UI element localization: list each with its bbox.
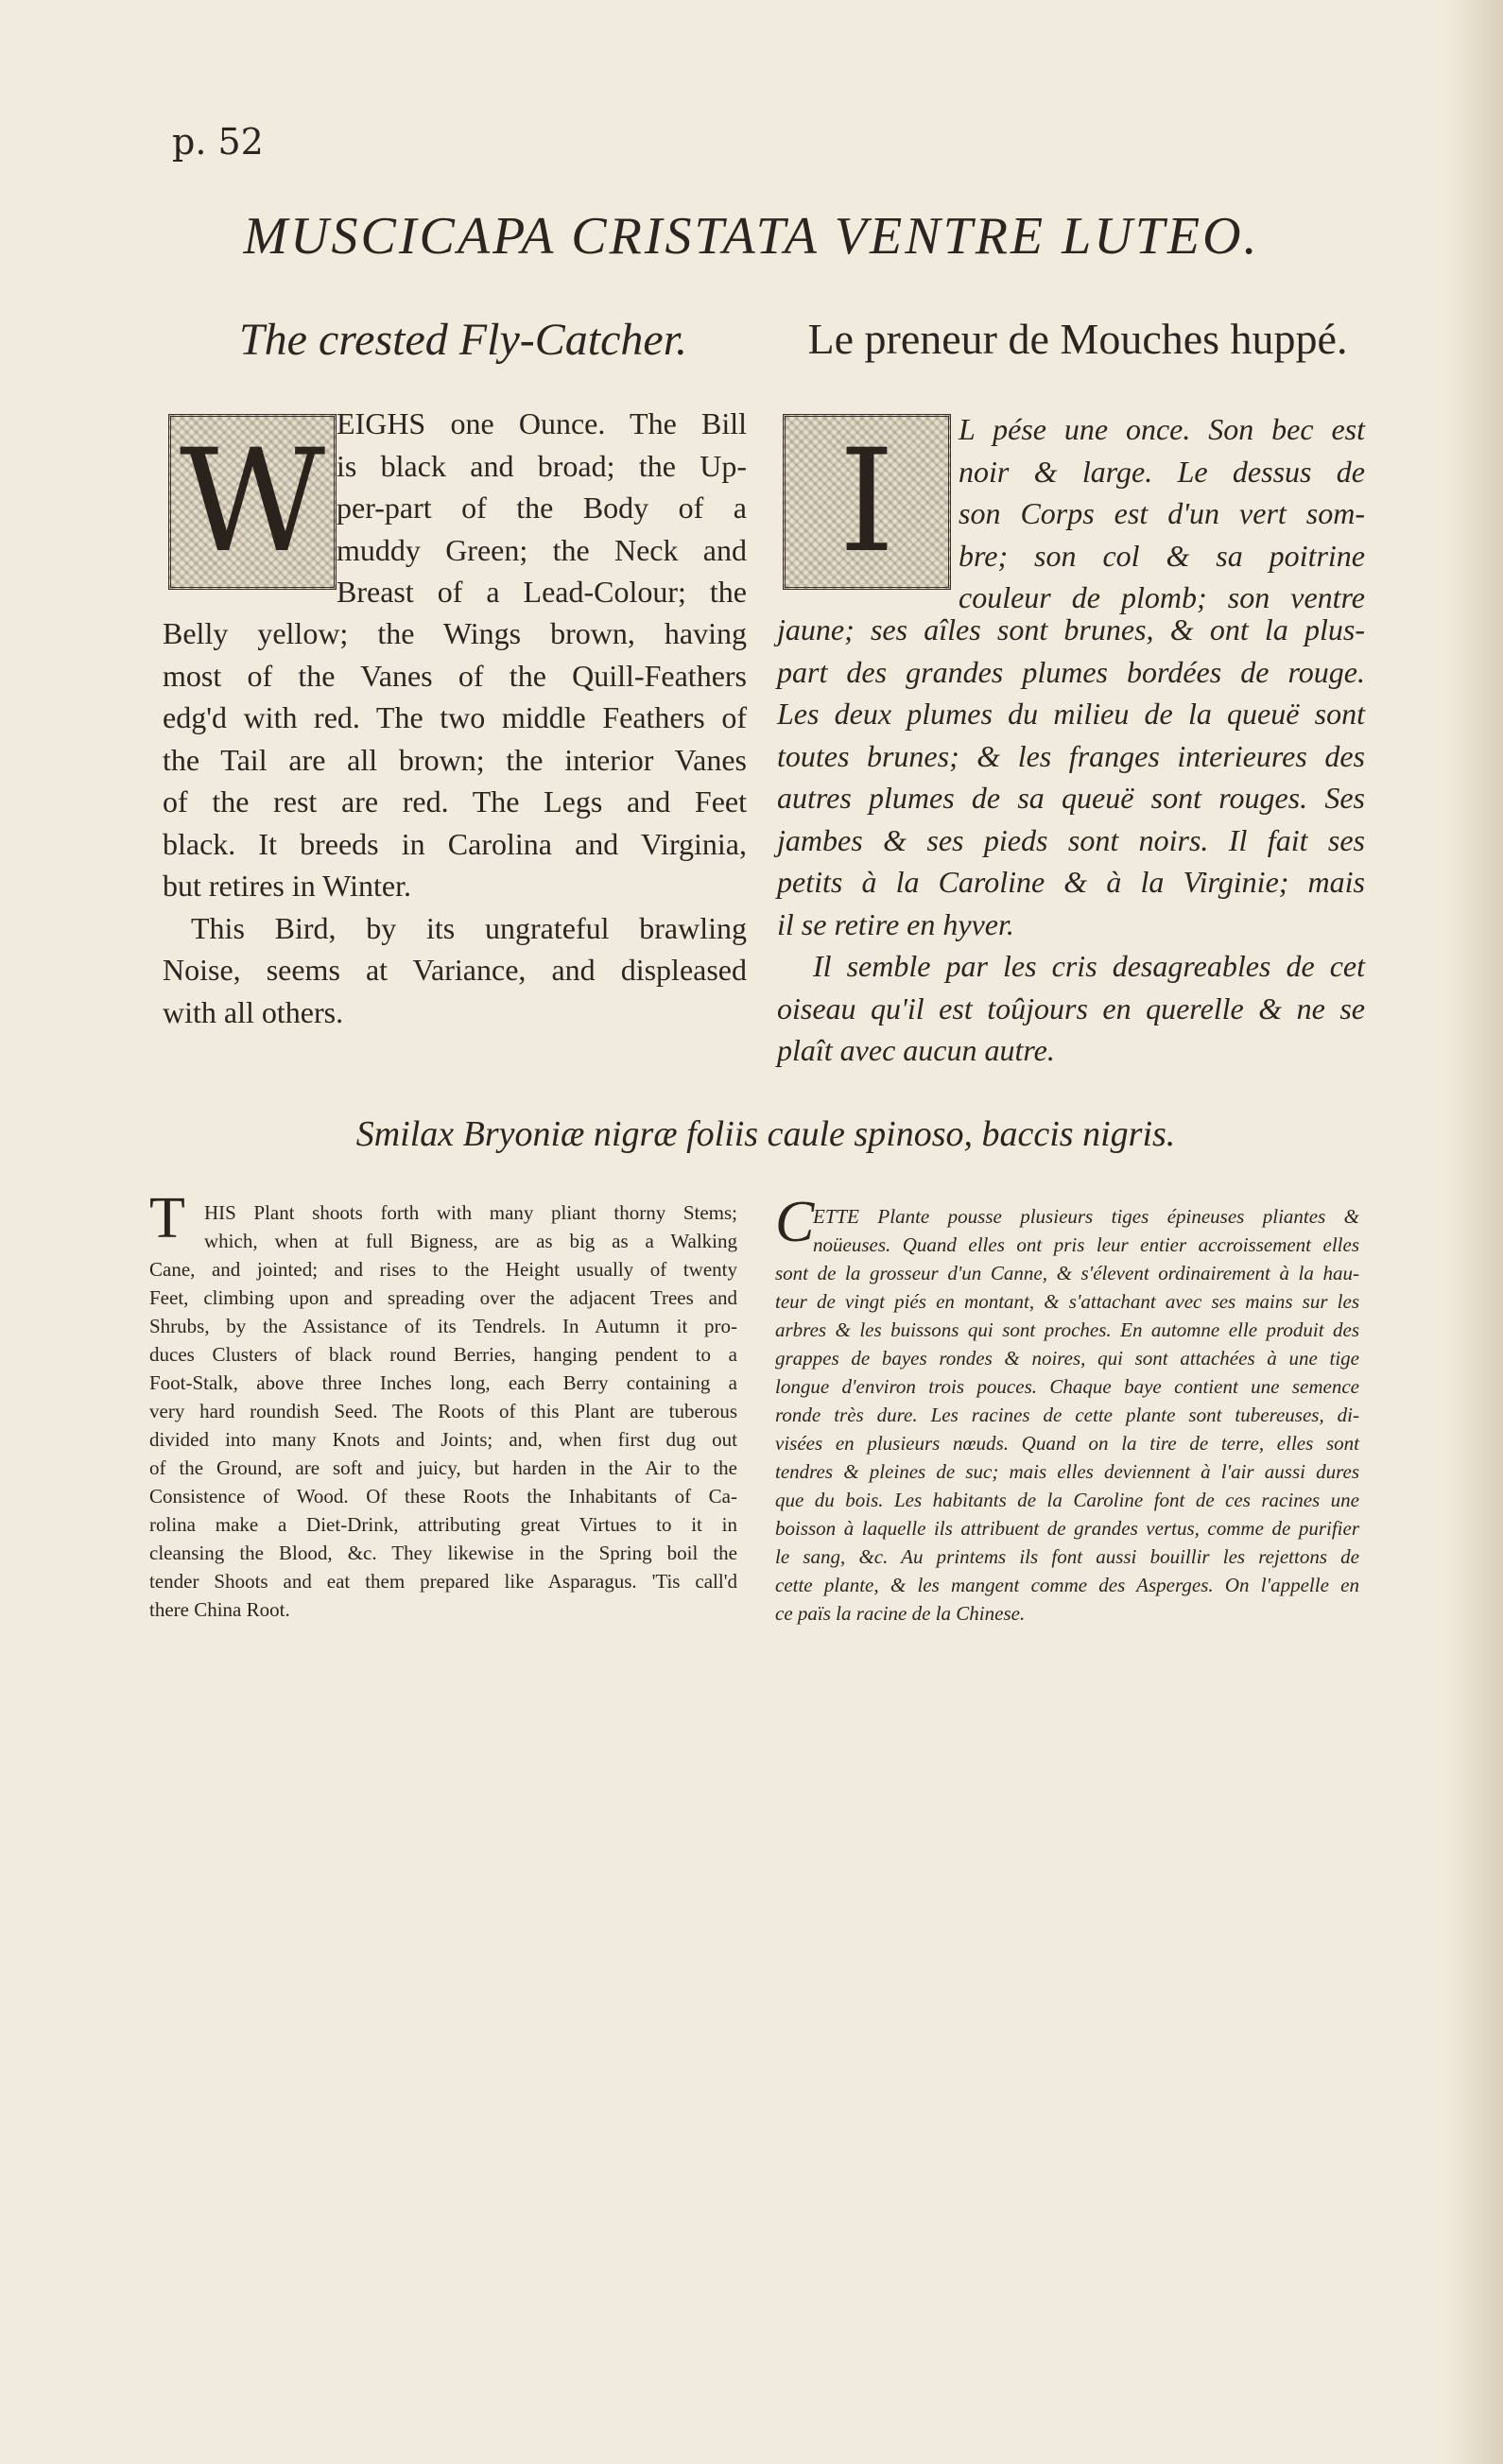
plant-english-text — [149, 1198, 737, 1624]
page-edge-shadow — [1446, 0, 1503, 2464]
text-line: longue d'environ trois pouces. Chaque baye contient une semence — [775, 1375, 1359, 1398]
french-heading: Le preneur de Mouches huppé. — [807, 315, 1348, 363]
text-line: very hard roundish Seed. The Roots of this Plant are tuberous — [149, 1400, 737, 1422]
page-number: p. 52 — [172, 121, 264, 163]
text-line: Shrubs, by the Assistance of its Tendrels. In Autumn it pro- — [149, 1315, 737, 1337]
french-body-lines — [777, 609, 1365, 1072]
text-line: rolina make a Diet-Drink, attributing great Virtues to it in — [149, 1513, 737, 1536]
text-line: of the Ground, are soft and juicy, but harden in the Air to the — [149, 1456, 737, 1479]
text-line: sont de la grosseur d'un Canne, & s'élevent ordinairement à la hau- — [775, 1262, 1359, 1284]
plant-french-text — [775, 1202, 1359, 1628]
text-line: Les deux plumes du milieu de la queuë sont — [777, 697, 1365, 731]
english-drop-cap — [168, 414, 337, 590]
text-line: edg'd with red. The two middle Feathers of — [163, 700, 747, 734]
text-line: most of the Vanes of the Quill-Feathers — [163, 658, 747, 693]
text-line: duces Clusters of black round Berries, hanging pendent to a — [149, 1343, 737, 1366]
text-line: petits à la Caroline & à la Virginie; mais — [777, 865, 1365, 899]
plant-english-initial: T — [149, 1186, 185, 1250]
text-line: plaît avec aucun autre. — [777, 1033, 1055, 1067]
text-line: toutes brunes; & les franges interieures des — [777, 738, 1365, 773]
text-line: ce païs la racine de la Chinese. — [775, 1602, 1026, 1625]
english-body-lines — [163, 612, 747, 1033]
text-line: of the rest are red. The Legs and Feet — [163, 784, 747, 818]
text-line: HIS Plant shoots forth with many pliant thorny Stems; — [204, 1201, 737, 1224]
french-drop-cap — [783, 414, 951, 590]
text-line: Breast of a Lead-Colour; the — [337, 575, 747, 609]
text-line: This Bird, by its ungrateful brawling — [191, 910, 747, 945]
french-drop-cap-letter: I — [838, 420, 895, 584]
french-intro-lines — [959, 408, 1365, 619]
text-line: arbres & les buissons qui sont proches. En automne elle produit des — [775, 1318, 1359, 1341]
text-line: L pése une once. Son bec est — [959, 412, 1365, 446]
text-line: is black and broad; the Up- — [337, 448, 747, 483]
text-line: tender Shoots and eat them prepared like Asparagus. 'Tis call'd — [149, 1570, 737, 1593]
text-line: there China Root. — [149, 1598, 290, 1621]
text-line: noüeuses. Quand elles ont pris leur entier accroissement elles — [813, 1233, 1359, 1256]
main-title: MUSCICAPA CRISTATA VENTRE LUTEO. — [243, 207, 1260, 266]
text-line: Belly yellow; the Wings brown, having — [163, 616, 747, 650]
text-line: Il semble par les cris desagreables de cet — [813, 949, 1365, 983]
text-line: Foot-Stalk, above three Inches long, each Berry containing a — [149, 1371, 737, 1394]
text-line: the Tail are all brown; the interior Vanes — [163, 742, 747, 777]
text-line: divided into many Knots and Joints; and, when first dug out — [149, 1428, 737, 1451]
text-line: Noise, seems at Variance, and displeased — [163, 953, 747, 987]
text-line: jaune; ses aîles sont brunes, & ont la plus- — [777, 612, 1365, 646]
text-line: Feet, climbing upon and spreading over the adjacent Trees and — [149, 1286, 737, 1309]
text-line: with all others. — [163, 994, 344, 1029]
plant-french-initial: C — [775, 1190, 815, 1254]
text-line: teur de vingt piés en montant, & s'attachant avec ses mains sur les — [775, 1290, 1359, 1313]
text-line: Cane, and jointed; and rises to the Height usually of twenty — [149, 1258, 737, 1281]
text-line: le sang, &c. Au printems ils font aussi bouillir les rejettons de — [775, 1545, 1359, 1568]
plant-title: Smilax Bryoniæ nigræ foliis caule spinoso, baccis nigris. — [355, 1114, 1176, 1154]
text-line: part des grandes plumes bordées de rouge. — [777, 654, 1365, 689]
english-intro-lines — [337, 403, 747, 613]
text-line: tendres & pleines de suc; mais elles deviennent à l'air aussi dures — [775, 1460, 1359, 1483]
english-drop-cap-letter: W — [179, 420, 326, 584]
text-line: cleansing the Blood, &c. They likewise in the Spring boil the — [149, 1542, 737, 1564]
text-line: which, when at full Bigness, are as big as a Walking — [204, 1230, 737, 1252]
text-line: son Corps est d'un vert som- — [959, 496, 1365, 530]
text-line: EIGHS one Ounce. The Bill — [337, 406, 747, 440]
text-line: autres plumes de sa queuë sont rouges. Ses — [777, 781, 1365, 815]
text-line: boisson à laquelle ils attribuent de grandes vertus, comme de purifier — [775, 1517, 1359, 1540]
text-line: ronde très dure. Les racines de cette plante sont tubereuses, di- — [775, 1404, 1359, 1426]
text-line: cette plante, & les mangent comme des Asperges. On l'appelle en — [775, 1574, 1359, 1596]
text-line: il se retire en hyver. — [777, 906, 1014, 941]
text-line: per-part of the Body of a — [337, 491, 747, 525]
text-line: oiseau qu'il est toûjours en querelle & ne se — [777, 991, 1365, 1025]
english-heading: The crested Fly-Catcher. — [238, 315, 688, 365]
text-line: que du bois. Les habitants de la Caroline font de ces racines une — [775, 1489, 1359, 1511]
text-line: bre; son col & sa poitrine — [959, 538, 1365, 573]
text-line: couleur de plomb; son ventre — [959, 580, 1365, 614]
text-line: black. It breeds in Carolina and Virginia, — [163, 826, 747, 861]
text-line: muddy Green; the Neck and — [337, 532, 747, 567]
text-line: Consistence of Wood. Of these Roots the Inhabitants of Ca- — [149, 1485, 737, 1508]
text-line: ETTE Plante pousse plusieurs tiges épineuses pliantes & — [813, 1205, 1359, 1228]
text-line: but retires in Winter. — [163, 869, 411, 903]
text-line: jambes & ses pieds sont noirs. Il fait ses — [777, 822, 1365, 857]
text-line: grappes de bayes rondes & noires, qui sont attachées à une tige — [775, 1347, 1359, 1370]
text-line: visées en plusieurs nœuds. Quand on la tire de terre, elles sont — [775, 1432, 1359, 1455]
text-line: noir & large. Le dessus de — [959, 454, 1365, 489]
